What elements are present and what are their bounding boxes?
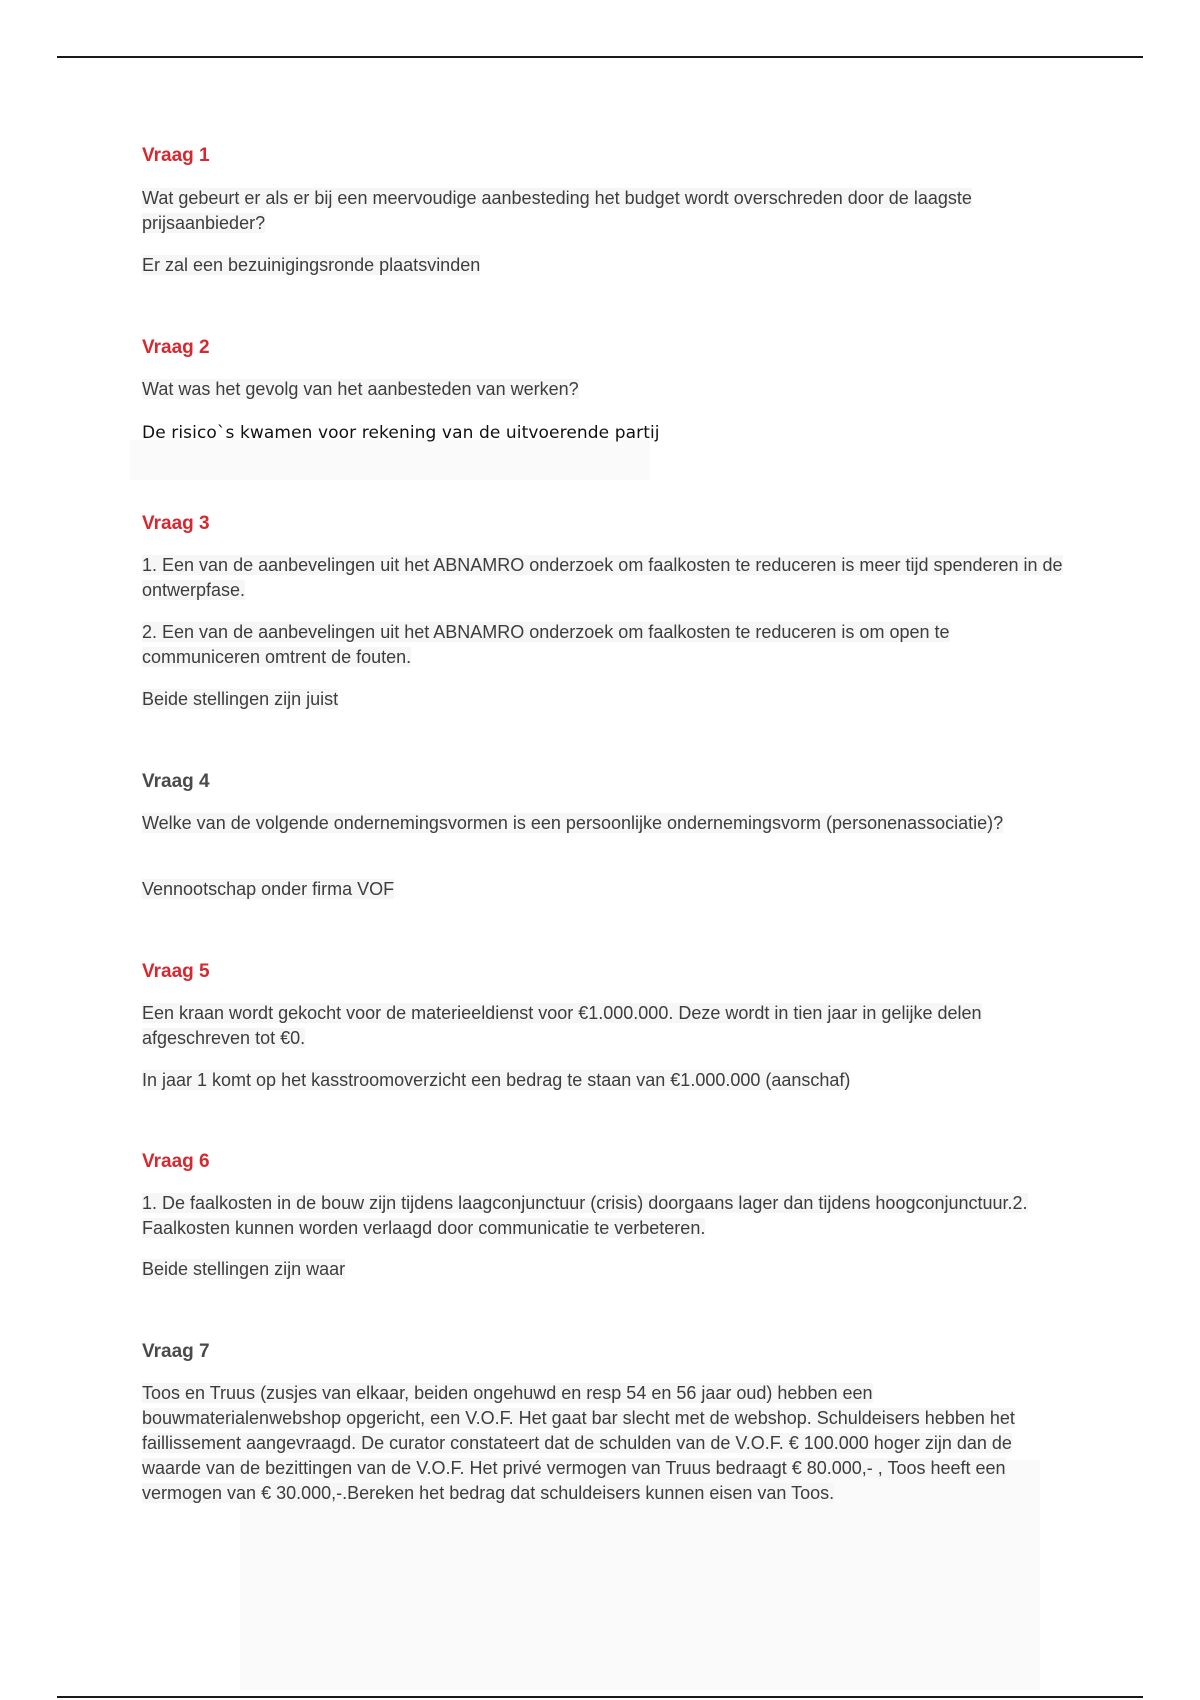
question-5-text [142, 1001, 1072, 1051]
question-title: Vraag 5 [142, 961, 210, 982]
question-text: Een kraan wordt gekocht voor de materieeldienst voor €1.000.000. Deze wordt in tien jaar in gelijke delen afgeschreven tot €0. [142, 1003, 982, 1048]
answer-text: In jaar 1 komt op het kasstroomoverzicht een bedrag te staan van €1.000.000 (aanschaf) [142, 1070, 851, 1090]
question-text: Wat was het gevolg van het aanbesteden van werken? [142, 379, 579, 399]
question-title: Vraag 1 [142, 145, 210, 166]
question-6-answer [142, 1257, 1072, 1282]
question-5 [142, 960, 1072, 984]
question-2-answer [142, 421, 1072, 445]
shaded-area [130, 440, 650, 480]
question-3-answer [142, 687, 1072, 712]
answer-text: Er zal een bezuinigingsronde plaatsvinden [142, 255, 481, 275]
question-7 [142, 1340, 1072, 1364]
question-text: Welke van de volgende ondernemingsvormen is een persoonlijke ondernemingsvorm (personenassociatie)? [142, 813, 1004, 833]
question-2 [142, 336, 1072, 360]
statement-text: 2. Een van de aanbevelingen uit het ABNAMRO onderzoek om faalkosten te reduceren is om open te communiceren omtrent de fouten. [142, 622, 950, 667]
question-title: Vraag 6 [142, 1151, 210, 1172]
question-4-answer [142, 877, 1072, 902]
answer-text: De risico`s kwamen voor rekening van de uitvoerende partij [142, 423, 660, 443]
question-3 [142, 512, 1072, 536]
question-title: Vraag 4 [142, 771, 210, 792]
question-5-answer [142, 1068, 1072, 1093]
question-title: Vraag 2 [142, 337, 210, 358]
question-6 [142, 1150, 1072, 1174]
statement-text: 1. Een van de aanbevelingen uit het ABNAMRO onderzoek om faalkosten te reduceren is meer tijd spenderen in de ontwerpfase. [142, 555, 1063, 600]
question-1 [142, 144, 1072, 168]
question-1-text [142, 186, 1072, 236]
question-2-text [142, 377, 1072, 402]
question-6-text [142, 1191, 1072, 1241]
question-7-text [142, 1381, 1072, 1506]
question-text: Wat gebeurt er als er bij een meervoudige aanbesteding het budget wordt overschreden door de laagste prijsaanbieder? [142, 188, 972, 233]
answer-text: Vennootschap onder firma VOF [142, 879, 395, 899]
question-title: Vraag 7 [142, 1341, 210, 1362]
question-text: 1. De faalkosten in de bouw zijn tijdens laagconjunctuur (crisis) doorgaans lager dan tijdens hoogconjunctuur.2. Faalkosten kunnen worden verlaagd door communicatie te verbeteren. [142, 1193, 1028, 1238]
question-text: Toos en Truus (zusjes van elkaar, beiden ongehuwd en resp 54 en 56 jaar oud) hebben een bouwmaterialenwebshop opgericht, een V.O.F. Het gaat bar slecht met de webshop. Schuldeisers hebben het faillissement aangevraagd. De curator constateert dat de schulden van de V.O.F. € 100.000 hoger zijn dan de waarde van de bezittingen van de V.O.F. Het privé vermogen van Truus bedraagt € 80.000,- , Toos heeft een vermogen van € 30.000,-.Bereken het bedrag dat schuldeisers kunnen eisen van Toos. [142, 1383, 1015, 1503]
question-1-answer [142, 253, 1072, 278]
question-4 [142, 770, 1072, 794]
answer-text: Beide stellingen zijn juist [142, 689, 339, 709]
question-4-text [142, 811, 1072, 836]
answer-text: Beide stellingen zijn waar [142, 1259, 346, 1279]
top-rule [57, 56, 1143, 58]
question-3-statement-2 [142, 620, 1072, 670]
bottom-rule [57, 1696, 1143, 1698]
question-3-statement-1 [142, 553, 1072, 603]
question-title: Vraag 3 [142, 513, 210, 534]
